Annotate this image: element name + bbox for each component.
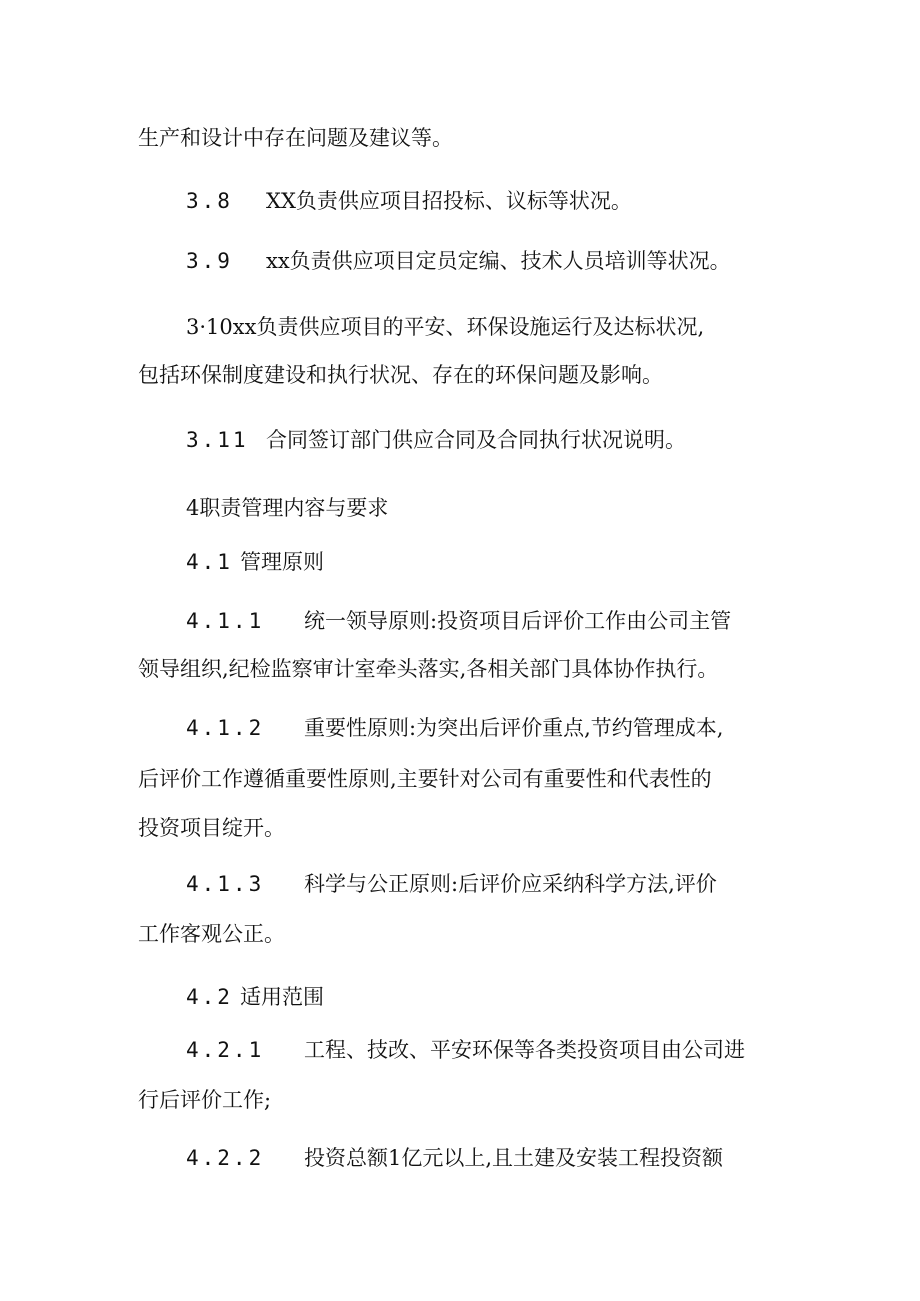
section-heading-4-1 (0, 547, 920, 577)
paragraph-line (0, 360, 920, 390)
clause-text: 投资总额1亿元以上,且土建及安装工程投资额 (304, 1146, 724, 1170)
section-heading-4 (0, 493, 920, 523)
paragraph-line (0, 1085, 920, 1115)
clause-text: 管理原则 (240, 550, 324, 574)
paragraph-line (0, 919, 920, 949)
clause-4-2-1 (0, 1035, 920, 1065)
clause-3-10 (0, 312, 920, 342)
clause-3-8 (0, 186, 920, 216)
clause-text: 合同签订部门供应合同及合同执行状况说明。 (266, 428, 686, 452)
clause-text: 工程、技改、平安环保等各类投资项目由公司进 (304, 1038, 745, 1062)
clause-text: 统一领导原则:投资项目后评价工作由公司主管 (304, 609, 732, 633)
section-heading-text: 4职责管理内容与要求 (186, 496, 389, 520)
clause-3-9 (0, 246, 920, 276)
clause-number: 3.9 (186, 249, 233, 273)
clause-text: 3·10xx负责供应项目的平安、环保设施运行及达标状况, (186, 315, 705, 339)
line-text: 投资项目绽开。 (138, 816, 285, 840)
paragraph-line (0, 654, 920, 684)
clause-4-1-2 (0, 713, 920, 743)
paragraph-line (0, 123, 920, 153)
clause-number: 4.2 (186, 985, 233, 1009)
line-text: 包括环保制度建设和执行状况、存在的环保问题及影响。 (138, 363, 663, 387)
paragraph-line (0, 764, 920, 794)
clause-number: 3.8 (186, 189, 233, 213)
clause-number: 3.11 (186, 428, 249, 452)
line-text: 生产和设计中存在问题及建议等。 (138, 126, 453, 150)
line-text: 领导组织,纪检监察审计室牵头落实,各相关部门具体协作执行。 (138, 657, 719, 681)
clause-text: 科学与公正原则:后评价应采纳科学方法,评价 (304, 872, 717, 896)
clause-text: xx负责供应项目定员定编、技术人员培训等状况。 (266, 249, 731, 273)
clause-3-11 (0, 425, 920, 455)
clause-number: 4.2.2 (186, 1146, 265, 1170)
line-text: 后评价工作遵循重要性原则,主要针对公司有重要性和代表性的 (138, 767, 712, 791)
clause-4-1-3 (0, 869, 920, 899)
clause-number: 4.1.1 (186, 609, 265, 633)
section-heading-4-2 (0, 982, 920, 1012)
clause-text: 重要性原则:为突出后评价重点,节约管理成本, (304, 716, 724, 740)
line-text: 行后评价工作; (138, 1088, 272, 1112)
clause-number: 4.1.2 (186, 716, 265, 740)
clause-number: 4.1 (186, 550, 233, 574)
clause-number: 4.1.3 (186, 872, 265, 896)
clause-text: 适用范围 (240, 985, 324, 1009)
clause-4-1-1 (0, 606, 920, 636)
clause-text: XX负责供应项目招投标、议标等状况。 (266, 189, 632, 213)
paragraph-line (0, 813, 920, 843)
clause-4-2-2 (0, 1143, 920, 1173)
line-text: 工作客观公正。 (138, 922, 285, 946)
clause-number: 4.2.1 (186, 1038, 265, 1062)
